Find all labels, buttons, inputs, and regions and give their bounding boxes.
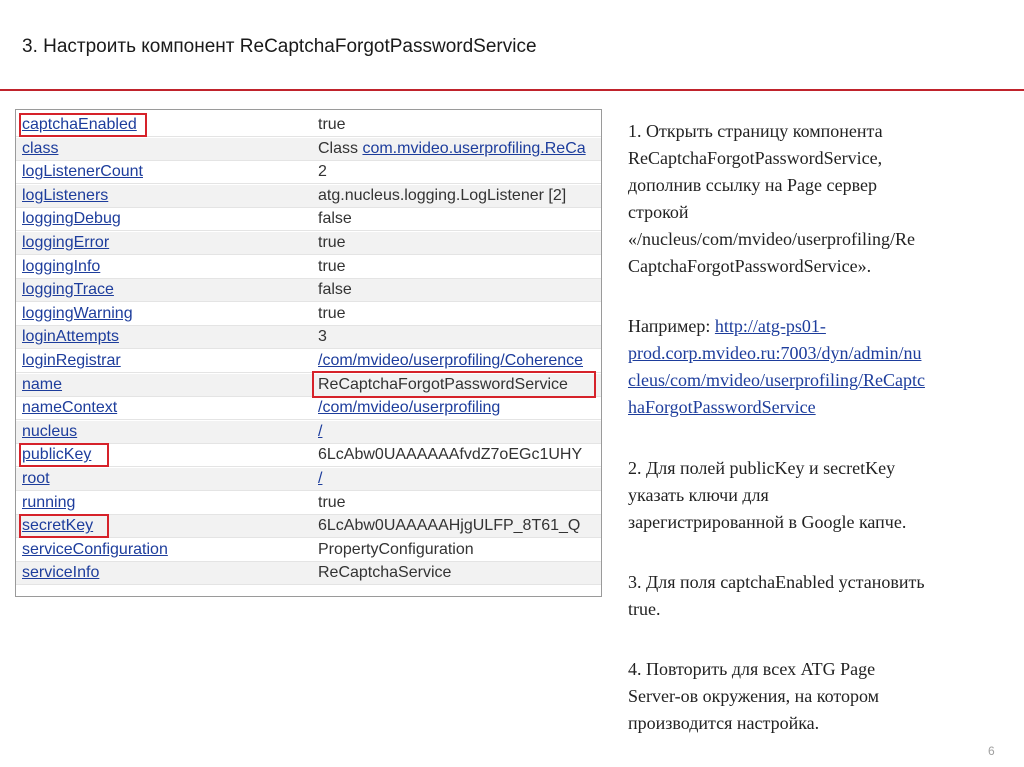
slide-title: 3. Настроить компонент ReCaptchaForgotPasswordService: [22, 36, 537, 57]
property-name-link[interactable]: serviceConfiguration: [22, 540, 168, 558]
property-value: true: [318, 304, 346, 322]
property-name-link[interactable]: loginAttempts: [22, 328, 119, 346]
highlight-box-secretKey: [19, 514, 109, 538]
property-name-link[interactable]: loggingTrace: [22, 281, 114, 299]
property-name-link[interactable]: loggingInfo: [22, 257, 101, 275]
step-1-line: дополнив ссылку на Page сервер: [628, 175, 878, 195]
component-properties-table: [15, 109, 602, 597]
property-row-loggingInfo: [16, 256, 601, 279]
property-value-link[interactable]: /: [318, 470, 323, 487]
property-value: false: [318, 210, 352, 228]
property-value: true: [318, 116, 346, 133]
highlight-box-name-value: [312, 371, 596, 398]
property-name-link[interactable]: loginRegistrar: [22, 352, 121, 369]
step-2-text: [628, 455, 1013, 536]
property-value: [318, 140, 586, 158]
title-divider: [0, 89, 1024, 91]
property-value: true: [318, 493, 346, 511]
property-row-loginRegistrar: [16, 350, 601, 373]
step-3-line: 3. Для поля captchaEnabled установить: [628, 572, 925, 592]
step-2-line: зарегистрированной в Google капче.: [628, 512, 907, 532]
property-value: true: [318, 234, 346, 251]
highlight-box-publicKey: [19, 443, 109, 467]
step-1-text: [628, 118, 1013, 280]
property-value-link[interactable]: /com/mvideo/userprofiling/Coherence: [318, 352, 584, 369]
property-row-serviceInfo: [16, 562, 601, 585]
highlight-box-captchaEnabled: [19, 113, 147, 137]
step-3-line: true.: [628, 599, 661, 619]
property-name-link[interactable]: running: [22, 493, 76, 511]
step-4-line: производится настройка.: [628, 713, 820, 733]
property-name-link[interactable]: publicKey: [22, 446, 92, 464]
property-name-link[interactable]: root: [22, 470, 50, 487]
property-row-running: [16, 492, 601, 515]
property-row-loggingTrace: [16, 279, 601, 302]
property-value-link[interactable]: /com/mvideo/userprofiling: [318, 399, 501, 417]
property-name-link[interactable]: name: [22, 375, 63, 393]
property-row-loggingError: [16, 232, 601, 255]
step-1-line: CaptchaForgotPasswordService».: [628, 256, 872, 276]
property-name-link[interactable]: captchaEnabled: [22, 116, 137, 133]
step-1-line: ReCaptchaForgotPasswordService,: [628, 148, 883, 168]
property-value: true: [318, 257, 346, 275]
example-url-line: haForgotPasswordService: [628, 397, 816, 417]
step-1-line: 1. Открыть страницу компонента: [628, 121, 883, 141]
property-row-nucleus: [16, 421, 601, 444]
property-row-logListenerCount: [16, 161, 601, 184]
property-value: ReCaptchaForgotPasswordService: [318, 375, 568, 393]
property-name-link[interactable]: secretKey: [22, 517, 94, 535]
step-2-line: 2. Для полей publicKey и secretKey: [628, 458, 896, 478]
property-value: atg.nucleus.logging.LogListener [2]: [318, 186, 567, 204]
property-value: [318, 399, 500, 417]
property-name-link[interactable]: logListenerCount: [22, 163, 143, 181]
property-value: [318, 352, 583, 370]
property-row-class: [16, 138, 601, 161]
property-value-prefix: Class: [318, 139, 363, 157]
property-value: false: [318, 281, 352, 299]
property-name-link[interactable]: loggingDebug: [22, 210, 121, 228]
property-name-link[interactable]: loggingWarning: [22, 304, 133, 322]
example-url-line: cleus/com/mvideo/userprofiling/ReCaptc: [628, 370, 925, 390]
property-value: [318, 470, 322, 488]
step-1-line: строкой: [628, 202, 689, 222]
property-row-loggingDebug: [16, 208, 601, 231]
property-row-loggingWarning: [16, 303, 601, 326]
property-row-nameContext: [16, 397, 601, 420]
property-row-loginAttempts: [16, 326, 601, 349]
property-row-logListeners: [16, 185, 601, 208]
property-value: 2: [318, 163, 327, 181]
property-name-link[interactable]: serviceInfo: [22, 564, 100, 582]
property-name-link[interactable]: nucleus: [22, 422, 78, 440]
property-name-link[interactable]: loggingError: [22, 234, 110, 251]
example-url-line: prod.corp.mvideo.ru:7003/dyn/admin/nu: [628, 343, 922, 363]
property-value: 3: [318, 328, 327, 346]
example-block: [628, 313, 1013, 421]
step-2-line: указать ключи для: [628, 485, 769, 505]
property-value: [318, 423, 322, 441]
property-value: 6LcAbw0UAAAAAAfvdZ7oEGc1UHY: [318, 446, 583, 464]
example-url-line: http://atg-ps01-: [714, 316, 826, 336]
property-row-serviceConfiguration: [16, 539, 601, 562]
property-value-link[interactable]: com.mvideo.userprofiling.ReCa: [362, 139, 586, 157]
step-3-text: [628, 569, 1013, 623]
property-row-root: [16, 468, 601, 491]
property-name-link[interactable]: nameContext: [22, 399, 118, 417]
page-number: 6: [988, 744, 995, 758]
step-4-text: [628, 656, 1013, 737]
property-value: PropertyConfiguration: [318, 540, 474, 558]
step-4-line: 4. Повторить для всех ATG Page: [628, 659, 876, 679]
example-label: Например:: [628, 316, 715, 336]
property-value: ReCaptchaService: [318, 564, 452, 582]
property-value: 6LcAbw0UAAAAAHjgULFP_8T61_Q: [318, 517, 581, 535]
property-value-link[interactable]: /: [318, 422, 323, 440]
step-1-line: «/nucleus/com/mvideo/userprofiling/Re: [628, 229, 915, 249]
step-4-line: Server-ов окружения, на котором: [628, 686, 880, 706]
property-name-link[interactable]: logListeners: [22, 186, 109, 204]
property-name-link[interactable]: class: [22, 139, 59, 157]
